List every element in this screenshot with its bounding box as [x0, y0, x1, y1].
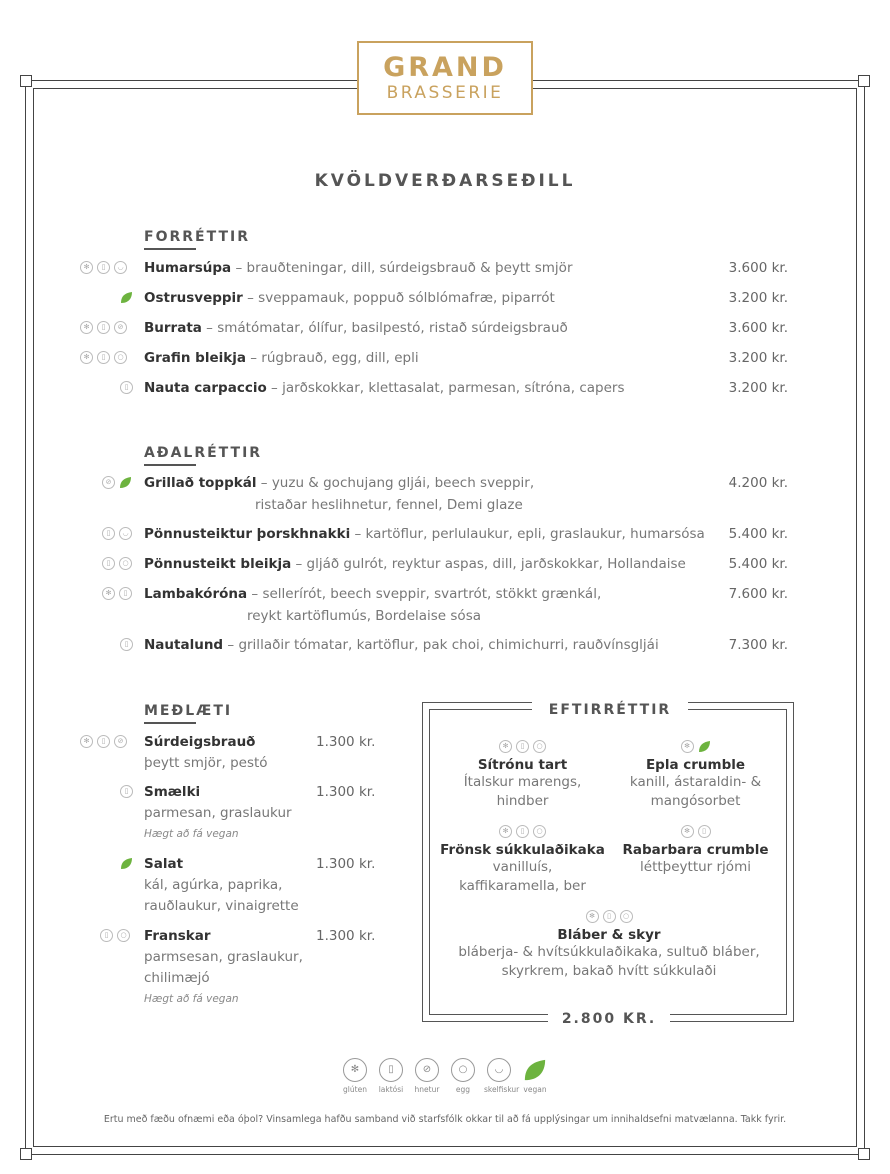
nuts-icon: ⊘: [114, 735, 127, 748]
allergen-icons: [80, 351, 127, 364]
dessert-desc: hindber: [496, 793, 549, 809]
side-item-name: Súrdeigsbrauð: [144, 734, 256, 750]
lactose-icon: ▯: [97, 321, 110, 334]
gluten-icon: ✻: [80, 735, 93, 748]
lactose-icon: ▯: [516, 740, 529, 753]
dessert-name: Bláber & skyr: [557, 927, 661, 943]
lactose-icon: ▯: [102, 557, 115, 570]
section-heading-eftirrettir: EFTIRRÉTTIR: [532, 702, 688, 718]
section-heading-forrettir: FORRÉTTIR: [144, 229, 250, 250]
item-price: 7.300 kr.: [728, 637, 788, 653]
side-item-price: 1.300 kr.: [316, 734, 376, 750]
gluten-icon: ✻: [343, 1058, 367, 1082]
dessert-name: Epla crumble: [645, 757, 746, 773]
menu-item: Ostrusveppir – sveppamauk, poppuð sólblómafræ, piparrót: [144, 290, 555, 306]
side-item-desc: rauðlaukur, vinaigrette: [144, 898, 299, 914]
lactose-icon: ▯: [120, 785, 133, 798]
lactose-icon: ▯: [119, 587, 132, 600]
menu-item: Pönnusteikt bleikja – gljáð gulrót, reyktur aspas, dill, jarðskokkar, Hollandaise: [144, 556, 686, 572]
lactose-icon: ▯: [97, 261, 110, 274]
lactose-icon: ▯: [100, 929, 113, 942]
allergen-icons: [120, 381, 133, 394]
frame-corner: [858, 1148, 870, 1160]
lactose-icon: ▯: [97, 351, 110, 364]
menu-item: Lambakóróna – sellerírót, beech sveppir, svartrót, stökkt grænkál,: [144, 586, 602, 602]
item-price: 3.200 kr.: [728, 350, 788, 366]
frame-corner: [858, 75, 870, 87]
shellfish-icon: ◡: [487, 1058, 511, 1082]
dessert-name: Sítrónu tart: [477, 757, 568, 773]
shellfish-icon: ◡: [114, 261, 127, 274]
side-item-desc: parmsesan, graslaukur,: [144, 949, 303, 965]
allergen-icons: [102, 557, 132, 570]
item-desc-cont: reykt kartöflumús, Bordelaise sósa: [247, 608, 482, 624]
vegan-icon: [523, 1058, 547, 1082]
item-price: 3.200 kr.: [728, 290, 788, 306]
menu-item: Grillað toppkál – yuzu & gochujang gljái, beech sveppir,: [144, 475, 535, 491]
gluten-icon: ✻: [499, 825, 512, 838]
side-item-desc: parmesan, graslaukur: [144, 805, 292, 821]
section-heading-medlaeti: MEÐLÆTI: [144, 703, 232, 724]
dessert-desc: skyrkrem, bakað hvítt súkkulaði: [501, 963, 717, 979]
vegan-icon: [120, 857, 133, 870]
side-item-price: 1.300 kr.: [316, 784, 376, 800]
nuts-icon: ⊘: [114, 321, 127, 334]
dessert-desc: bláberja- & hvítsúkkulaðikaka, sultuð bláber,: [458, 944, 760, 960]
egg-icon: ○: [533, 740, 546, 753]
item-price: 3.200 kr.: [728, 380, 788, 396]
page-title: KVÖLDVERÐARSEÐILL: [314, 171, 576, 191]
menu-item: Pönnusteiktur þorskhnakki – kartöflur, perlulaukur, epli, graslaukur, humarsósa: [144, 526, 705, 542]
allergen-icons: [102, 476, 132, 489]
item-price: 7.600 kr.: [728, 586, 788, 602]
legend-vegan: vegan: [520, 1058, 550, 1094]
gluten-icon: ✻: [80, 351, 93, 364]
gluten-icon: ✻: [681, 740, 694, 753]
side-item-price: 1.300 kr.: [316, 928, 376, 944]
dessert-name: Rabarbara crumble: [622, 842, 769, 858]
logo-line1: GRAND: [383, 52, 507, 83]
gluten-icon: ✻: [586, 910, 599, 923]
menu-item: Burrata – smátómatar, ólífur, basilpestó, ristað súrdeigsbrauð: [144, 320, 568, 336]
egg-icon: ○: [119, 557, 132, 570]
allergy-footer-note: Ertu með fæðu ofnæmi eða óþol? Vinsamlega hafðu samband við starfsfólk okkar til að fá upplýsingar um innihaldsefni matvælanna. Takk fyrir.: [103, 1114, 787, 1125]
dessert-desc: kanill, ástaraldin- &: [629, 774, 762, 790]
legend-lactose: ▯ laktósi: [376, 1058, 406, 1094]
lactose-icon: ▯: [120, 638, 133, 651]
vegan-icon: [120, 291, 133, 304]
allergen-icons: [80, 321, 127, 334]
lactose-icon: ▯: [379, 1058, 403, 1082]
allergen-legend: [340, 1058, 550, 1094]
egg-icon: ○: [451, 1058, 475, 1082]
section-heading-adalrettir: AÐALRÉTTIR: [144, 445, 262, 466]
dessert-name: Frönsk súkkulaðikaka: [440, 842, 605, 858]
side-item-note: Hægt að fá vegan: [144, 828, 239, 840]
lactose-icon: ▯: [120, 381, 133, 394]
dessert-item: [440, 825, 605, 896]
gluten-icon: ✻: [681, 825, 694, 838]
frame-corner: [20, 75, 32, 87]
nuts-icon: ⊘: [102, 476, 115, 489]
allergen-icons: [102, 527, 132, 540]
dessert-desc: kaffikaramella, ber: [459, 878, 586, 894]
item-price: 5.400 kr.: [728, 526, 788, 542]
lactose-icon: ▯: [603, 910, 616, 923]
allergen-icons: [100, 929, 130, 942]
side-item-note: Hægt að fá vegan: [144, 993, 239, 1005]
vegan-icon: [119, 476, 132, 489]
dessert-desc: mangósorbet: [650, 793, 741, 809]
legend-nuts: ⊘ hnetur: [412, 1058, 442, 1094]
allergen-icons: [80, 261, 127, 274]
shellfish-icon: ◡: [119, 527, 132, 540]
menu-item: Nautalund – grillaðir tómatar, kartöflur, pak choi, chimichurri, rauðvínsgljái: [144, 637, 659, 653]
side-item-desc: kál, agúrka, paprika,: [144, 877, 283, 893]
egg-icon: ○: [533, 825, 546, 838]
menu-item: Humarsúpa – brauðteningar, dill, súrdeigsbrauð & þeytt smjör: [144, 260, 573, 276]
side-item-name: Franskar: [144, 928, 211, 944]
dessert-item: [440, 910, 778, 981]
dessert-item: [613, 740, 778, 811]
side-item-desc: þeytt smjör, pestó: [144, 755, 268, 771]
dessert-desc: vanilluís,: [492, 859, 553, 875]
vegan-icon: [698, 740, 711, 753]
lactose-icon: ▯: [97, 735, 110, 748]
nuts-icon: ⊘: [415, 1058, 439, 1082]
allergen-icons: [80, 735, 127, 748]
allergen-icons: [120, 638, 133, 651]
menu-item: Nauta carpaccio – jarðskokkar, klettasalat, parmesan, sítróna, capers: [144, 380, 625, 396]
allergen-icons: [102, 587, 132, 600]
item-price: 5.400 kr.: [728, 556, 788, 572]
dessert-desc: léttþeyttur rjómi: [640, 859, 751, 875]
logo-line2: BRASSERIE: [386, 83, 504, 103]
lactose-icon: ▯: [698, 825, 711, 838]
lactose-icon: ▯: [102, 527, 115, 540]
allergen-icons: [120, 291, 133, 304]
lactose-icon: ▯: [516, 825, 529, 838]
legend-gluten: ✻ glúten: [340, 1058, 370, 1094]
item-desc-cont: ristaðar heslihnetur, fennel, Demi glaze: [255, 497, 523, 513]
logo: [357, 41, 533, 115]
gluten-icon: ✻: [499, 740, 512, 753]
menu-item: Grafin bleikja – rúgbrauð, egg, dill, epli: [144, 350, 419, 366]
side-item-name: Smælki: [144, 784, 201, 800]
egg-icon: ○: [117, 929, 130, 942]
gluten-icon: ✻: [80, 321, 93, 334]
side-item-desc: chilimæjó: [144, 970, 210, 986]
egg-icon: ○: [620, 910, 633, 923]
dessert-item: [613, 825, 778, 877]
allergen-icons: [120, 857, 133, 870]
gluten-icon: ✻: [80, 261, 93, 274]
item-price: 3.600 kr.: [728, 320, 788, 336]
allergen-icons: [120, 785, 133, 798]
dessert-item: [440, 740, 605, 811]
side-item-price: 1.300 kr.: [316, 856, 376, 872]
item-price: 3.600 kr.: [728, 260, 788, 276]
legend-shellfish: ◡ skelfiskur: [484, 1058, 514, 1094]
gluten-icon: ✻: [102, 587, 115, 600]
egg-icon: ○: [114, 351, 127, 364]
item-price: 4.200 kr.: [728, 475, 788, 491]
dessert-price: 2.800 KR.: [548, 1011, 670, 1027]
dessert-desc: Ítalskur marengs,: [463, 774, 582, 790]
side-item-name: Salat: [144, 856, 184, 872]
frame-corner: [20, 1148, 32, 1160]
legend-egg: ○ egg: [448, 1058, 478, 1094]
